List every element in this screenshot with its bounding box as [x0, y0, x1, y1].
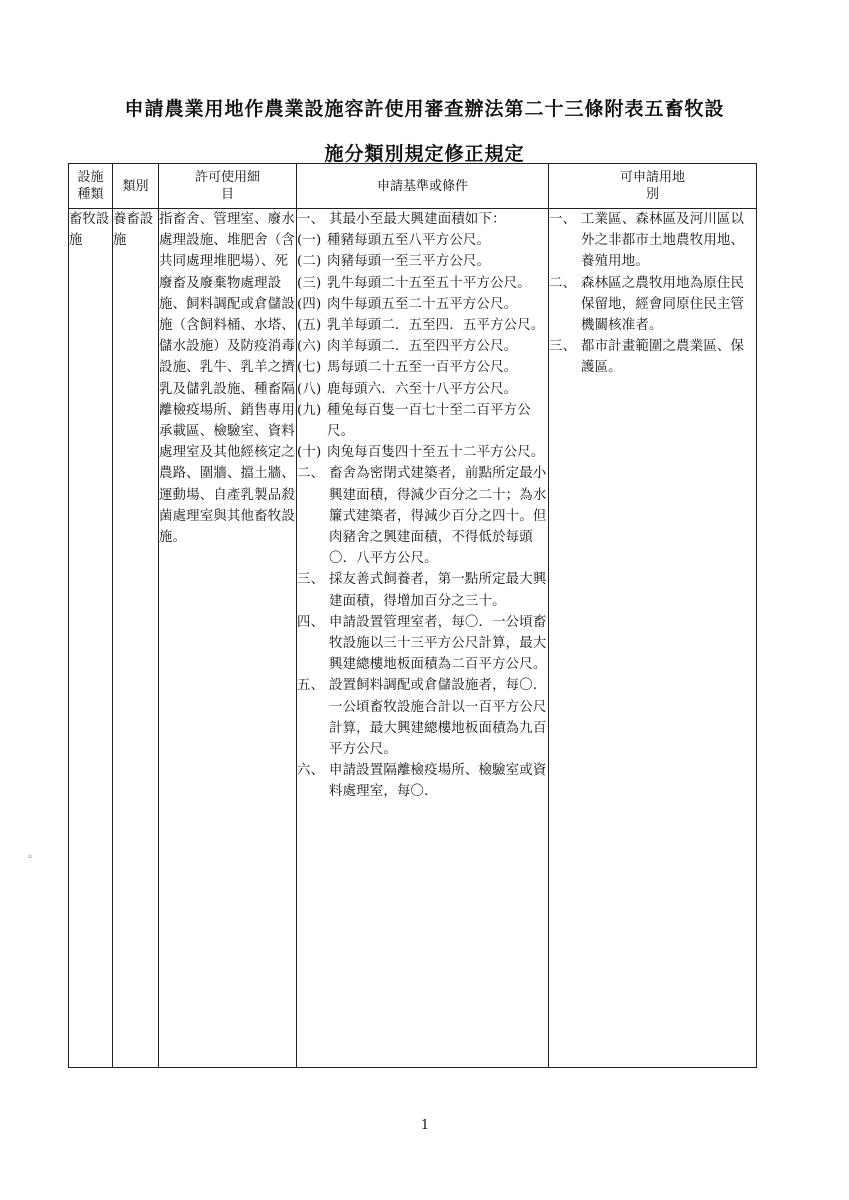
item-marker: (八) [297, 381, 322, 397]
item-text: 乳牛每頭二十五至五十平方公尺。 [327, 275, 531, 291]
item-text: 肉牛每頭五至二十五平方公尺。 [327, 296, 518, 312]
item-marker: 二、 [297, 466, 325, 482]
document-title-line1: 申請農業用地作農業設施容許使用審查辦法第二十三條附表五畜牧設 [124, 98, 725, 120]
item-text: 工業區、森林區及河川區以外之非都市土地農牧用地、養殖用地。 [581, 212, 745, 270]
list-item [297, 612, 548, 676]
list-item [297, 251, 548, 272]
item-text: 種豬每頭五至八平方公尺。 [327, 233, 491, 249]
item-text: 肉兔每百隻四十至五十二平方公尺。 [327, 445, 545, 461]
item-marker: 三、 [549, 339, 577, 355]
list-item [297, 336, 548, 357]
cell-category: 養畜設施 [113, 209, 159, 1068]
item-marker: (十) [297, 445, 322, 461]
item-text: 都市計畫範圍之農業區、保護區。 [581, 339, 745, 376]
list-item [297, 209, 548, 230]
item-text: 其最小至最大興建面積如下： [329, 212, 506, 227]
item-text: 馬每頭二十五至一百平方公尺。 [327, 360, 518, 376]
cell-criteria [297, 209, 549, 1068]
list-item [297, 442, 548, 463]
item-marker: (五) [297, 318, 322, 334]
item-marker: 一、 [297, 212, 325, 227]
item-marker: (一) [297, 233, 322, 249]
list-item [297, 400, 548, 442]
item-marker: (四) [297, 296, 322, 312]
item-text: 種兔每百隻一百七十至二百平方公尺。 [327, 402, 531, 440]
item-marker: 六、 [297, 763, 325, 779]
document-title-line2: 施分類別規定修正規定 [324, 143, 525, 165]
item-text: 鹿每頭六．六至十八平方公尺。 [327, 381, 518, 397]
header-land-type: 可申請用地別 [549, 164, 757, 209]
item-text: 肉羊每頭二．五至四平方公尺。 [327, 339, 518, 355]
list-item [297, 357, 548, 378]
item-text: 畜舍為密閉式建築者，前點所定最小興建面積，得減少百分之二十；為水簾式建築者，得減少百分之四十。但肉豬舍之興建面積，不得低於每頭〇．八平方公尺。 [329, 466, 547, 567]
item-marker: (三) [297, 275, 322, 291]
table-row [69, 209, 757, 1068]
scan-mark: ◦ [27, 852, 33, 863]
item-marker: 二、 [549, 275, 577, 291]
list-item [297, 273, 548, 294]
land-type-list [549, 209, 756, 379]
list-item [549, 336, 756, 378]
item-marker: (六) [297, 339, 322, 355]
list-item [297, 294, 548, 315]
list-item [549, 209, 756, 273]
list-item [297, 463, 548, 569]
list-item [297, 675, 548, 760]
cell-facility-type: 畜牧設施 [69, 209, 113, 1068]
list-item [297, 230, 548, 251]
item-text: 森林區之農牧用地為原住民保留地，經會同原住民主管機關核准者。 [581, 275, 745, 334]
cell-permitted-items: 指畜舍、管理室、廢水處理設施、堆肥舍（含共同處理堆肥場）、死廢畜及廢棄物處理設施、飼料調配或倉儲設施（含飼料桶、水塔、儲水設施）及防疫消毒設施、乳牛、乳羊之擠乳及儲乳設施、種畜隔離檢疫場所、銷售專用承載區、檢驗室、資料處理室及其他經核定之農路、圍牆、擋土牆、運動場、自產乳製品殺菌處理室與其他畜牧設施。 [159, 209, 297, 1068]
page-number: 1 [420, 1118, 430, 1133]
item-marker: (七) [297, 360, 322, 376]
item-text: 申請設置管理室者，每〇．一公頃畜牧設施以三十三平方公尺計算，最大興建總樓地板面積為二百平方公尺。 [329, 614, 547, 673]
criteria-list [297, 209, 548, 803]
item-text: 乳羊每頭二．五至四．五平方公尺。 [327, 318, 545, 334]
list-item [297, 379, 548, 400]
item-marker: 五、 [297, 678, 325, 694]
item-text: 設置飼料調配或倉儲設施者，每〇．一公頃畜牧設施合計以一百平方公尺計算，最大興建總樓地板面積為九百平方公尺。 [329, 678, 547, 758]
list-item [549, 273, 756, 337]
item-marker: (九) [297, 402, 322, 418]
item-marker: (二) [297, 254, 322, 270]
header-criteria: 申請基準或條件 [297, 164, 549, 209]
item-marker: 一、 [549, 212, 577, 227]
header-category: 類別 [113, 164, 159, 209]
list-item [297, 315, 548, 336]
table-header-row [69, 164, 757, 209]
list-item [297, 760, 548, 802]
item-marker: 四、 [297, 614, 325, 630]
header-facility-type: 設施種類 [69, 164, 113, 209]
header-permitted-items: 許可使用細目 [159, 164, 297, 209]
item-text: 採友善式飼養者，第一點所定最大興建面積，得增加百分之三十。 [329, 572, 547, 609]
item-marker: 三、 [297, 572, 325, 588]
item-text: 肉豬每頭一至三平方公尺。 [327, 254, 491, 270]
cell-land-type [549, 209, 757, 1068]
regulation-table [68, 163, 757, 1068]
item-text: 申請設置隔離檢疫場所、檢驗室或資料處理室，每〇． [329, 763, 547, 800]
list-item [297, 569, 548, 611]
